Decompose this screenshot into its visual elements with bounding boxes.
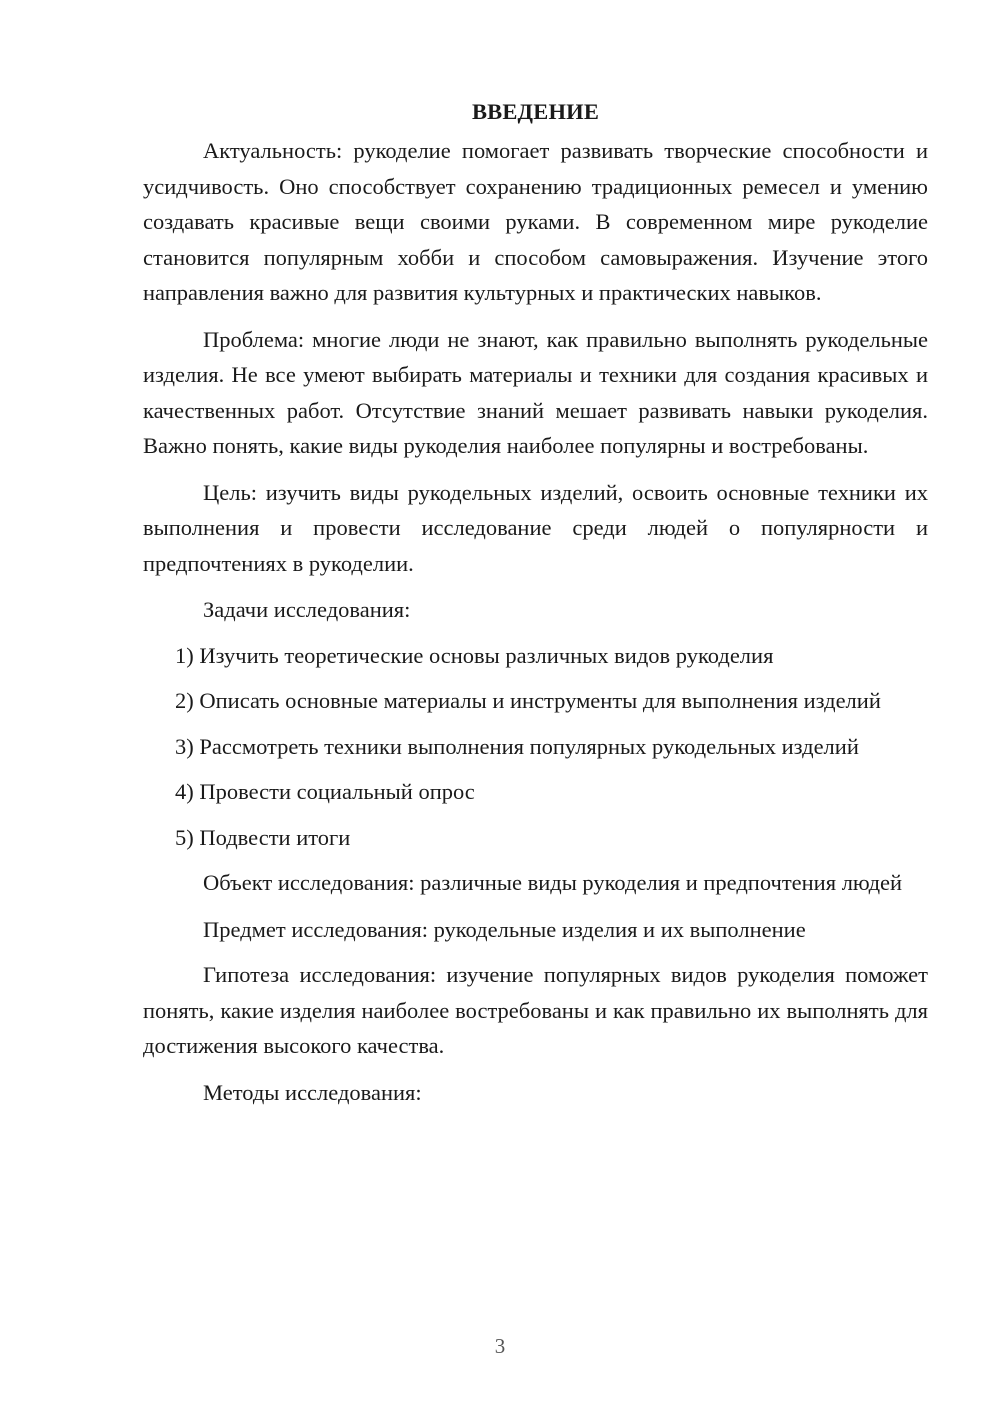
subject-paragraph: Предмет исследования: рукодельные изделия и их выполнение [203, 916, 806, 942]
problem-paragraph: Проблема: многие люди не знают, как правильно выполнять рукодельные изделия. Не все умеют выбирать материалы и техники для создания красивых и качественных работ. Отсутствие знаний мешает развивать навыки рукоделия. Важно понять, какие виды рукоделия наиболее популярны и востребованы. [143, 326, 928, 458]
tasks-heading: Задачи исследования: [203, 597, 411, 622]
task-item-3: 3) Рассмотреть техники выполнения популярных рукодельных изделий [175, 733, 859, 759]
page-number: 3 [494, 1334, 506, 1358]
task-item-4: 4) Провести социальный опрос [175, 779, 475, 804]
object-paragraph: Объект исследования: различные виды рукоделия и предпочтения людей [203, 870, 903, 895]
methods-heading: Методы исследования: [203, 1079, 422, 1105]
hypothesis-paragraph: Гипотеза исследования: изучение популярных видов рукоделия поможет понять, какие изделия наиболее востребованы и как правильно их выполнять для достижения высокого качества. [143, 962, 928, 1058]
task-item-2: 2) Описать основные материалы и инструменты для выполнения изделий [175, 688, 881, 713]
section-heading: ВВЕДЕНИЕ [471, 99, 600, 124]
task-item-5: 5) Подвести итоги [175, 824, 351, 850]
goal-paragraph: Цель: изучить виды рукодельных изделий, освоить основные техники их выполнения и провести исследование среди людей о популярности и предпочтениях в рукоделии. [143, 479, 928, 576]
relevance-paragraph: Актуальность: рукоделие помогает развивать творческие способности и усидчивость. Оно способствует сохранению традиционных ремесел и умению создавать красивые вещи своими руками. В современном мире рукоделие становится популярным хобби и способом самовыражения. Изучение этого направления важно для развития культурных и практических навыков. [143, 138, 928, 305]
task-item-1: 1) Изучить теоретические основы различных видов рукоделия [175, 642, 774, 668]
document-page [143, 94, 928, 1120]
